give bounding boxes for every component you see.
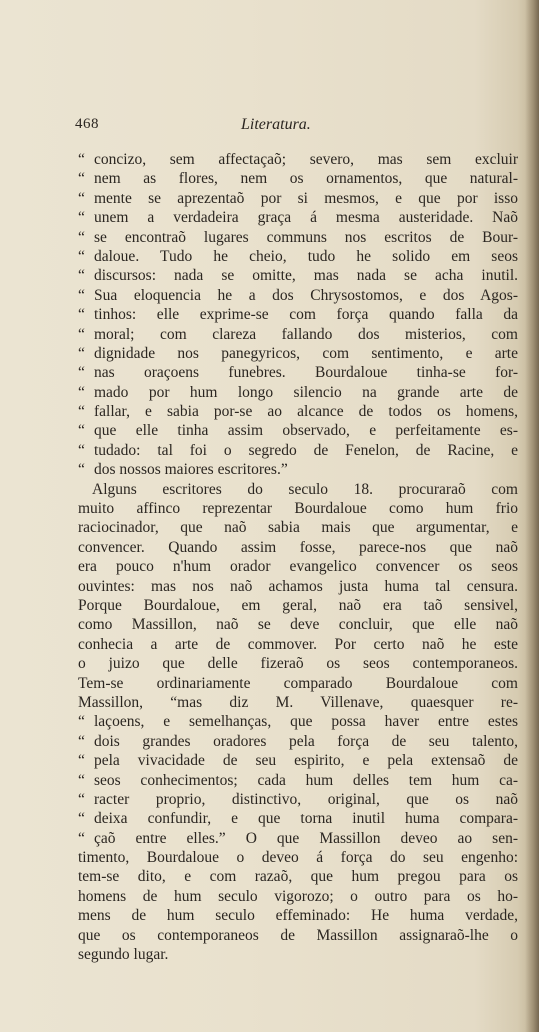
quote-mark: “ [78,771,85,789]
quote-line [78,169,518,188]
quotation-block [78,150,518,480]
page-edge-shadow [525,0,539,1032]
quote-line [78,732,518,751]
quote-mark: “ [78,732,85,750]
page-header [75,116,515,138]
quote-text: daloue. Tudo he cheio, tudo he solido em seos [94,247,518,265]
quote-text: seos conhecimentos; cada hum delles tem hum ca- [94,771,518,789]
quote-line [78,266,518,285]
quote-mark: “ [78,810,85,828]
paragraph-line: mens de hum seculo effeminado: He huma verdade, [78,907,518,925]
quote-mark: “ [78,344,85,362]
paragraph-line: era pouco n'hum orador evangelico convencer os seos [78,558,518,576]
quote-line [78,712,518,731]
quote-mark: “ [78,325,85,343]
quote-mark: “ [78,383,85,401]
quote-text: çaõ entre elles.” O que Massillon deveo ao sen- [94,829,518,847]
quote-line [78,402,518,421]
paragraph-line: timento, Bourdaloue o deveo á força do seu engenho: [78,849,518,867]
quote-mark: “ [78,441,85,459]
quote-text: laçoens, e semelhanças, que possa haver entre estes [94,713,518,731]
quote-mark: “ [78,364,85,382]
quote-text: dos nossos maiores escritores.” [94,461,288,479]
quote-mark: “ [78,403,85,421]
paragraph-line: convencer. Quando assim fosse, parece-nos que naõ [78,538,518,556]
quote-line [78,771,518,790]
paragraph-line: Porque Bourdaloue, em geral, naõ era taõ sensivel, [78,596,518,614]
quote-mark: “ [78,228,85,246]
quote-line [78,150,518,169]
quote-text: moral; com clareza fallando dos misterios, com [94,325,518,343]
paragraph-line: tem-se dito, e com razaõ, que hum pregou para os [78,868,518,886]
quote-text: pela vivacidade de seu espirito, e pela extensaõ de [94,752,518,770]
paragraph-line: homens de hum seculo vigorozo; o outro para os ho- [78,887,518,905]
quote-text: fallar, e sabia por-se ao alcance de todos os homens, [94,403,518,421]
quote-mark: “ [78,790,85,808]
quote-text: concizo, sem affectaçaõ; severo, mas sem excluir [94,151,518,168]
quote-mark: “ [78,306,85,324]
quote-line [78,325,518,344]
quote-line [78,829,518,848]
quote-mark: “ [78,422,85,440]
quote-text: Sua eloquencia he a dos Chrysostomos, e dos Agos- [94,286,518,304]
quote-text: unem a verdadeira graça á mesma austeridade. Naõ [94,209,518,227]
paragraph-line: ouvintes: mas nos naõ achamos justa huma tal censura. [78,577,518,595]
paragraph-line: que os contemporaneos de Massillon assignaraõ-lhe o [78,926,518,944]
quote-mark: “ [78,267,85,285]
quote-line [78,421,518,440]
quote-mark: “ [78,752,85,770]
running-head: Literatura. [241,116,311,133]
quote-line [78,790,518,809]
quote-mark: “ [78,151,85,168]
quote-text: dois grandes oradores pela força de seu talento, [94,732,518,750]
quote-line [78,208,518,227]
paragraph-line: segundo lugar. [78,946,169,964]
quote-text: tudado: tal foi o segredo de Fenelon, de Racine, e [94,441,518,459]
quote-line [78,286,518,305]
paragraph-line: Alguns escritores do seculo 18. procuraraõ com [92,480,518,498]
quote-mark: “ [78,209,85,227]
quote-line [78,383,518,402]
paragraph [78,480,518,713]
quote-line [78,809,518,828]
quote-mark: “ [78,461,85,479]
quote-mark: “ [78,286,85,304]
quote-text: discursos: nada se omitte, mas nada se acha inutil. [94,267,518,285]
quote-text: mado por hum longo silencio na grande arte de [94,383,518,401]
quote-line [78,363,518,382]
quote-text: deixa confundir, e que torna inutil huma compara- [94,810,518,828]
quote-mark: “ [78,170,85,188]
text-block [78,150,518,964]
quote-line [78,441,518,460]
quotation-block [78,712,518,848]
quote-line [78,189,518,208]
paragraph-line: conhecia a arte de commover. Por certo naõ he este [78,635,518,653]
quote-line [78,344,518,363]
quote-text: nem as flores, nem os ornamentos, que natural- [94,170,518,188]
paragraph [78,848,518,964]
quote-mark: “ [78,189,85,207]
quote-text: se encontraõ lugares communs nos escritos de Bour- [94,228,518,246]
paragraph-line: o juizo que delle fizeraõ os seos contemporaneos. [78,655,518,673]
quote-line [78,228,518,247]
quote-mark: “ [78,829,85,847]
paragraph-line: Massillon, “mas diz M. Villenave, quaesquer re- [78,693,518,711]
paragraph-line: raciocinador, que naõ sabia mais que argumentar, e [78,519,518,537]
quote-line [78,751,518,770]
quote-text: nas oraçoens funebres. Bourdaloue tinha-se for- [94,364,518,382]
paragraph-line: Tem-se ordinariamente comparado Bourdaloue com [78,674,518,692]
paragraph-line: como Massillon, naõ se deve concluir, que elle naõ [78,616,518,634]
quote-text: mente se aprezentaõ por si mesmos, e que por isso [94,189,518,207]
quote-mark: “ [78,713,85,731]
quote-line [78,247,518,266]
quote-text: dignidade nos panegyricos, com sentimento, e arte [94,344,518,362]
quote-line [78,460,518,479]
paragraph-line: muito affinco reprezentar Bourdaloue como hum frio [78,500,518,518]
quote-line [78,305,518,324]
page-number: 468 [75,116,99,132]
quote-text: que elle tinha assim observado, e perfeitamente es- [94,422,518,440]
quote-mark: “ [78,247,85,265]
quote-text: racter proprio, distinctivo, original, que os naõ [94,790,518,808]
quote-text: tinhos: elle exprime-se com força quando falla da [94,306,518,324]
